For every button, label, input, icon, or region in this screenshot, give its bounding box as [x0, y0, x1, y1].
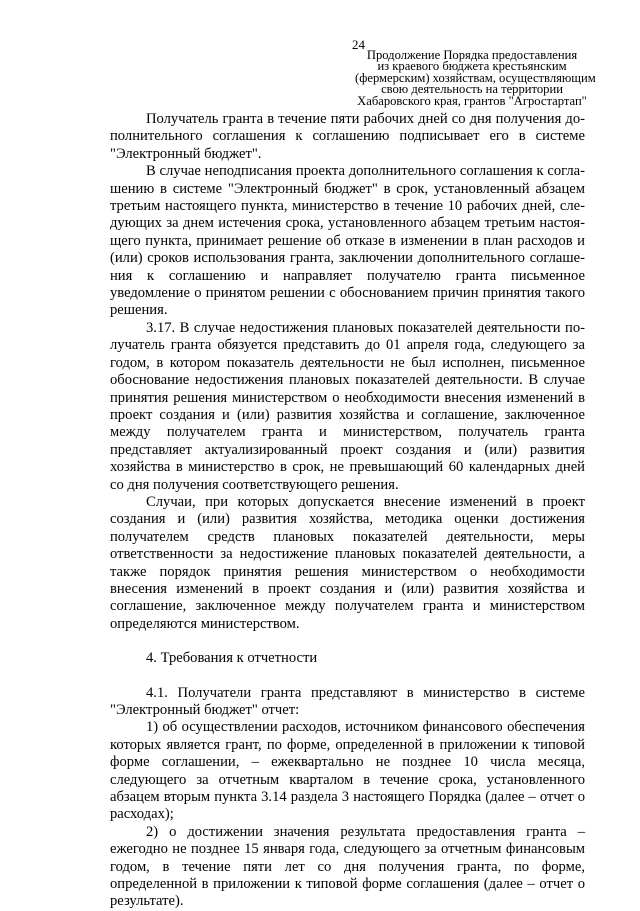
header-line: (фермерским) хозяйствам, осуществляющим: [355, 70, 596, 85]
paragraph: 1) об осуществлении расходов, источником финансового обеспечения которых является грант, по форме, определенной в приложении к типовой форме соглашении, – ежеквартально не позднее 10 числа месяца, следующего за отчетным кварталом в течение срока, установленного абзацем вторым пункта 3.14 раздела 3 настоящего Порядка (далее – отчет о расходах);: [110, 719, 585, 823]
document-body: [110, 111, 585, 911]
header-line: из краевого бюджета крестьянским: [377, 59, 567, 74]
document-header: [355, 48, 596, 108]
header-line: Хабаровского края, грантов "Агростартап": [357, 93, 587, 108]
page-number: 24: [352, 37, 365, 52]
section-heading: 4. Требования к отчетности: [146, 650, 318, 667]
paragraph: 2) о достижении значения результата предоставления гранта – ежегодно не позднее 15 января года, следующего за отчетным финансовым годом, в течение пяти лет со дня получения гранта, по форме, определенной в приложении к типовой форме соглашения (далее – отчет о результате).: [110, 823, 585, 910]
header-line: Продолжение Порядка предоставления: [366, 48, 578, 62]
paragraph: Случаи, при которых допускается внесение изменений в проект создания и (или) развития хозяйства, методика оценки достижения получателем средств плановых показателей деятельности, меры ответственности за недостижение плановых показателей деятельности, а также порядок принятия решения министерством о необходимости внесения изменений в проект создания и (или) развития хозяйства и соглашение, заключенное между получателем гранта и министерством определяются министерством.: [110, 493, 585, 632]
paragraph: 3.17. В случае недостижения плановых показателей деятельности получатель гранта обязуется представить до 01 апреля года, следующего за годом, в котором показатель деятельности не был исполнен, письменное обоснование недостижения плановых показателей деятельности. В случае принятия решения министерством о необходимости внесения изменений в проект создания и (или) развития хозяйства и соглашение, заключенное между получателем гранта и министерством, получатель гранта представляет актуализированный проект создания и (или) развития хозяйства в министерство в срок, не превышающий 60 календарных дней со дня получения соответствующего решения.: [110, 319, 585, 493]
paragraph: Получатель гранта в течение пяти рабочих дней со дня получения дополнительного соглашения к соглашению подписывает его в системе "Электронный бюджет".: [110, 111, 585, 162]
paragraph: 4.1. Получатели гранта представляют в министерство в системе "Электронный бюджет" отчет:: [110, 684, 585, 718]
paragraph: В случае неподписания проекта дополнительного соглашения к соглашению в системе "Электронный бюджет" в срок, установленный абзацем третьим настоящего пункта, министерство в течение 10 рабочих дней, следующих за днем истечения срока, установленного абзацем третьим настоящего пункта, принимает решение об отказе в изменении в план расходов и (или) сроков использования гранта, заключении дополнительного соглашения к соглашению и направляет получателю гранта письменное уведомление о принятом решении с обоснованием причин принятия такого решения.: [110, 163, 585, 319]
header-line: свою деятельность на территории: [381, 82, 563, 97]
